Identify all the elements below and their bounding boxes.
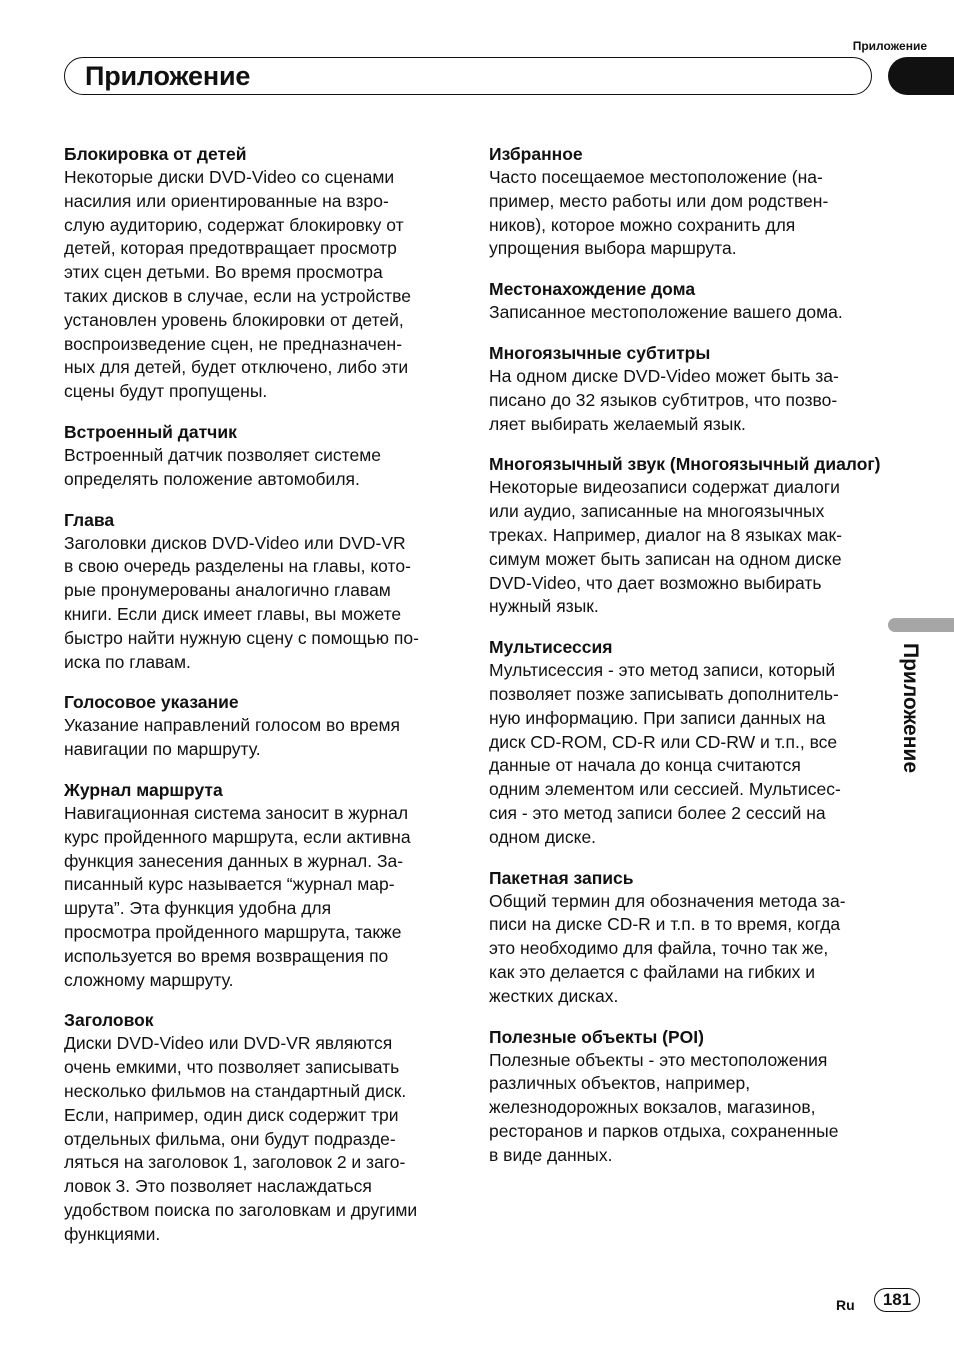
definition-line: симум может быть записан на одном диске: [489, 548, 842, 569]
glossary-entry: [64, 690, 456, 762]
definition-line: функция занесения данных в журнал. За-: [64, 850, 404, 871]
definition-line: Диски DVD-Video или DVD-VR являются: [64, 1033, 393, 1054]
definition-line: или аудио, записанные на многоязычных: [489, 501, 825, 522]
definition-line: различных объектов, например,: [489, 1073, 751, 1094]
definition-line: сия - это метод записи более 2 сессий на: [489, 802, 826, 823]
glossary-entry: [489, 277, 881, 325]
glossary-entry: [64, 142, 456, 404]
definition-line: ную информацию. При записи данных на: [489, 707, 826, 728]
definition-line: определять положение автомобиля.: [64, 468, 360, 489]
definition-line: писано до 32 языков субтитров, что позво-: [489, 389, 838, 410]
definition-line: ных для детей, будет отключено, либо эти: [64, 357, 409, 378]
definition-line: одном диске.: [489, 826, 597, 847]
glossary-definition: [489, 476, 881, 619]
definition-line: навигации по маршруту.: [64, 739, 261, 760]
definition-line: в виде данных.: [489, 1144, 613, 1165]
glossary-term: Полезные объекты (POI): [489, 1026, 704, 1047]
definition-line: нужный язык.: [489, 596, 599, 617]
definition-line: упрощения выбора маршрута.: [489, 238, 737, 259]
definition-line: ловок 3. Это позволяет наслаждаться: [64, 1176, 372, 1197]
page-number: 181: [874, 1288, 920, 1312]
glossary-entry: [489, 142, 881, 261]
definition-line: воспроизведение сцен, не предназначен-: [64, 333, 403, 354]
glossary-term: Журнал маршрута: [64, 779, 223, 800]
definition-line: функциями.: [64, 1223, 161, 1244]
glossary-entry: [489, 866, 881, 1009]
definition-line: таких дисков в случае, если на устройстве: [64, 285, 412, 306]
definition-line: это необходимо для файла, точно так же,: [489, 938, 829, 959]
glossary-definition: [489, 890, 881, 1009]
glossary-entry: [489, 341, 881, 436]
right-column: [489, 142, 881, 1184]
footer-language: Ru: [836, 1297, 855, 1313]
definition-line: сцены будут пропущены.: [64, 381, 268, 402]
definition-line: железнодорожных вокзалов, магазинов,: [489, 1097, 816, 1118]
definition-line: в свою очередь разделены на главы, кото-: [64, 556, 411, 577]
definition-line: книги. Если диск имеет главы, вы можете: [64, 603, 402, 624]
glossary-definition: [489, 166, 881, 261]
definition-line: данные от начала до конца считаются: [489, 755, 801, 776]
side-tab-label: Приложение: [899, 643, 922, 774]
glossary-term: Голосовое указание: [64, 692, 239, 713]
definition-line: как это делается с файлами на гибких и: [489, 961, 816, 982]
definition-line: Общий термин для обозначения метода за-: [489, 890, 846, 911]
definition-line: шрута”. Эта функция удобна для: [64, 898, 332, 919]
definition-line: Часто посещаемое местоположение (на-: [489, 167, 823, 187]
definition-line: Заголовки дисков DVD-Video или DVD-VR: [64, 532, 406, 553]
definition-line: Полезные объекты - это местоположения: [489, 1049, 828, 1070]
definition-line: ресторанов и парков отдыха, сохраненные: [489, 1120, 839, 1141]
page-title: Приложение: [85, 61, 251, 91]
definition-line: диск CD-ROM, CD-R или CD-RW и т.п., все: [489, 731, 838, 752]
definition-line: писанный курс называется “журнал мар-: [64, 874, 395, 895]
definition-line: курс пройденного маршрута, если активна: [64, 826, 411, 847]
definition-line: Навигационная система заносит в журнал: [64, 802, 409, 823]
glossary-term: Многоязычный звук (Многоязычный диалог): [489, 454, 881, 475]
definition-line: этих сцен детьми. Во время просмотра: [64, 262, 383, 283]
glossary-definition: [489, 1049, 881, 1168]
definition-line: Записанное местоположение вашего дома.: [489, 302, 843, 323]
definition-line: ляет выбирать желаемый язык.: [489, 413, 746, 434]
glossary-definition: [489, 365, 881, 436]
glossary-term: Заголовок: [64, 1010, 154, 1031]
definition-line: установлен уровень блокировки от детей,: [64, 309, 404, 330]
definition-line: ников), которое можно сохранить для: [489, 214, 796, 235]
definition-line: несколько фильмов на стандартный диск.: [64, 1080, 407, 1101]
definition-line: одним элементом или сессией. Мультисес-: [489, 779, 841, 800]
definition-line: позволяет позже записывать дополнитель-: [489, 683, 839, 704]
definition-line: DVD-Video, что дает возможно выбирать: [489, 572, 822, 593]
glossary-definition: [489, 659, 881, 849]
glossary-definition: [64, 166, 456, 404]
definition-line: Некоторые видеозаписи содержат диалоги: [489, 477, 840, 498]
side-tab-bar: [888, 618, 954, 632]
glossary-entry: [64, 1008, 456, 1246]
definition-line: просмотра пройденного маршрута, также: [64, 921, 402, 942]
definition-line: ляться на заголовок 1, заголовок 2 и заго-: [64, 1152, 406, 1173]
running-head: Приложение: [852, 39, 927, 53]
definition-line: используется во время возвращения по: [64, 945, 389, 966]
glossary-entry: [64, 508, 456, 675]
glossary-definition: [64, 1032, 456, 1246]
glossary-definition: [64, 802, 456, 992]
glossary-term: Встроенный датчик: [64, 421, 237, 442]
left-column: [64, 142, 456, 1262]
glossary-entry: [64, 778, 456, 992]
definition-line: Мультисессия - это метод записи, который: [489, 660, 836, 681]
definition-line: писи на диске CD-R и т.п. в то время, когда: [489, 914, 841, 935]
definition-line: сложному маршруту.: [64, 969, 234, 990]
definition-line: очень емкими, что позволяет записывать: [64, 1057, 400, 1078]
definition-line: Встроенный датчик позволяет системе: [64, 444, 381, 465]
definition-line: иска по главам.: [64, 651, 191, 672]
definition-line: слую аудиторию, содержат блокировку от: [64, 214, 404, 235]
definition-line: быстро найти нужную сцену с помощью по-: [64, 627, 419, 648]
definition-line: треках. Например, диалог на 8 языках мак-: [489, 524, 842, 545]
glossary-term: Мультисессия: [489, 637, 613, 658]
glossary-term: Избранное: [489, 144, 583, 164]
glossary-term: Местонахождение дома: [489, 279, 696, 300]
glossary-term: Глава: [64, 509, 115, 530]
title-box: [64, 57, 872, 95]
definition-line: На одном диске DVD-Video может быть за-: [489, 365, 839, 386]
definition-line: насилия или ориентированные на взро-: [64, 190, 389, 211]
definition-line: Некоторые диски DVD-Video со сценами: [64, 167, 395, 187]
definition-line: пример, место работы или дом родствен-: [489, 190, 829, 211]
glossary-term: Пакетная запись: [489, 867, 634, 888]
definition-line: жестких дисках.: [489, 985, 619, 1006]
title-tab-marker: [888, 57, 954, 95]
definition-line: Указание направлений голосом во время: [64, 715, 400, 736]
glossary-entry: [489, 1025, 881, 1168]
glossary-definition: [64, 532, 456, 675]
definition-line: отдельных фильма, они будут подразде-: [64, 1128, 396, 1149]
definition-line: удобством поиска по заголовкам и другими: [64, 1199, 418, 1220]
glossary-entry: [489, 452, 881, 619]
glossary-entry: [489, 635, 881, 849]
glossary-definition: [64, 714, 456, 762]
definition-line: Если, например, один диск содержит три: [64, 1104, 399, 1125]
glossary-definition: [489, 301, 881, 325]
definition-line: детей, которая предотвращает просмотр: [64, 238, 397, 259]
glossary-definition: [64, 444, 456, 492]
definition-line: рые пронумерованы аналогично главам: [64, 580, 391, 601]
glossary-entry: [64, 420, 456, 492]
glossary-term: Блокировка от детей: [64, 144, 247, 164]
glossary-term: Многоязычные субтитры: [489, 342, 711, 363]
